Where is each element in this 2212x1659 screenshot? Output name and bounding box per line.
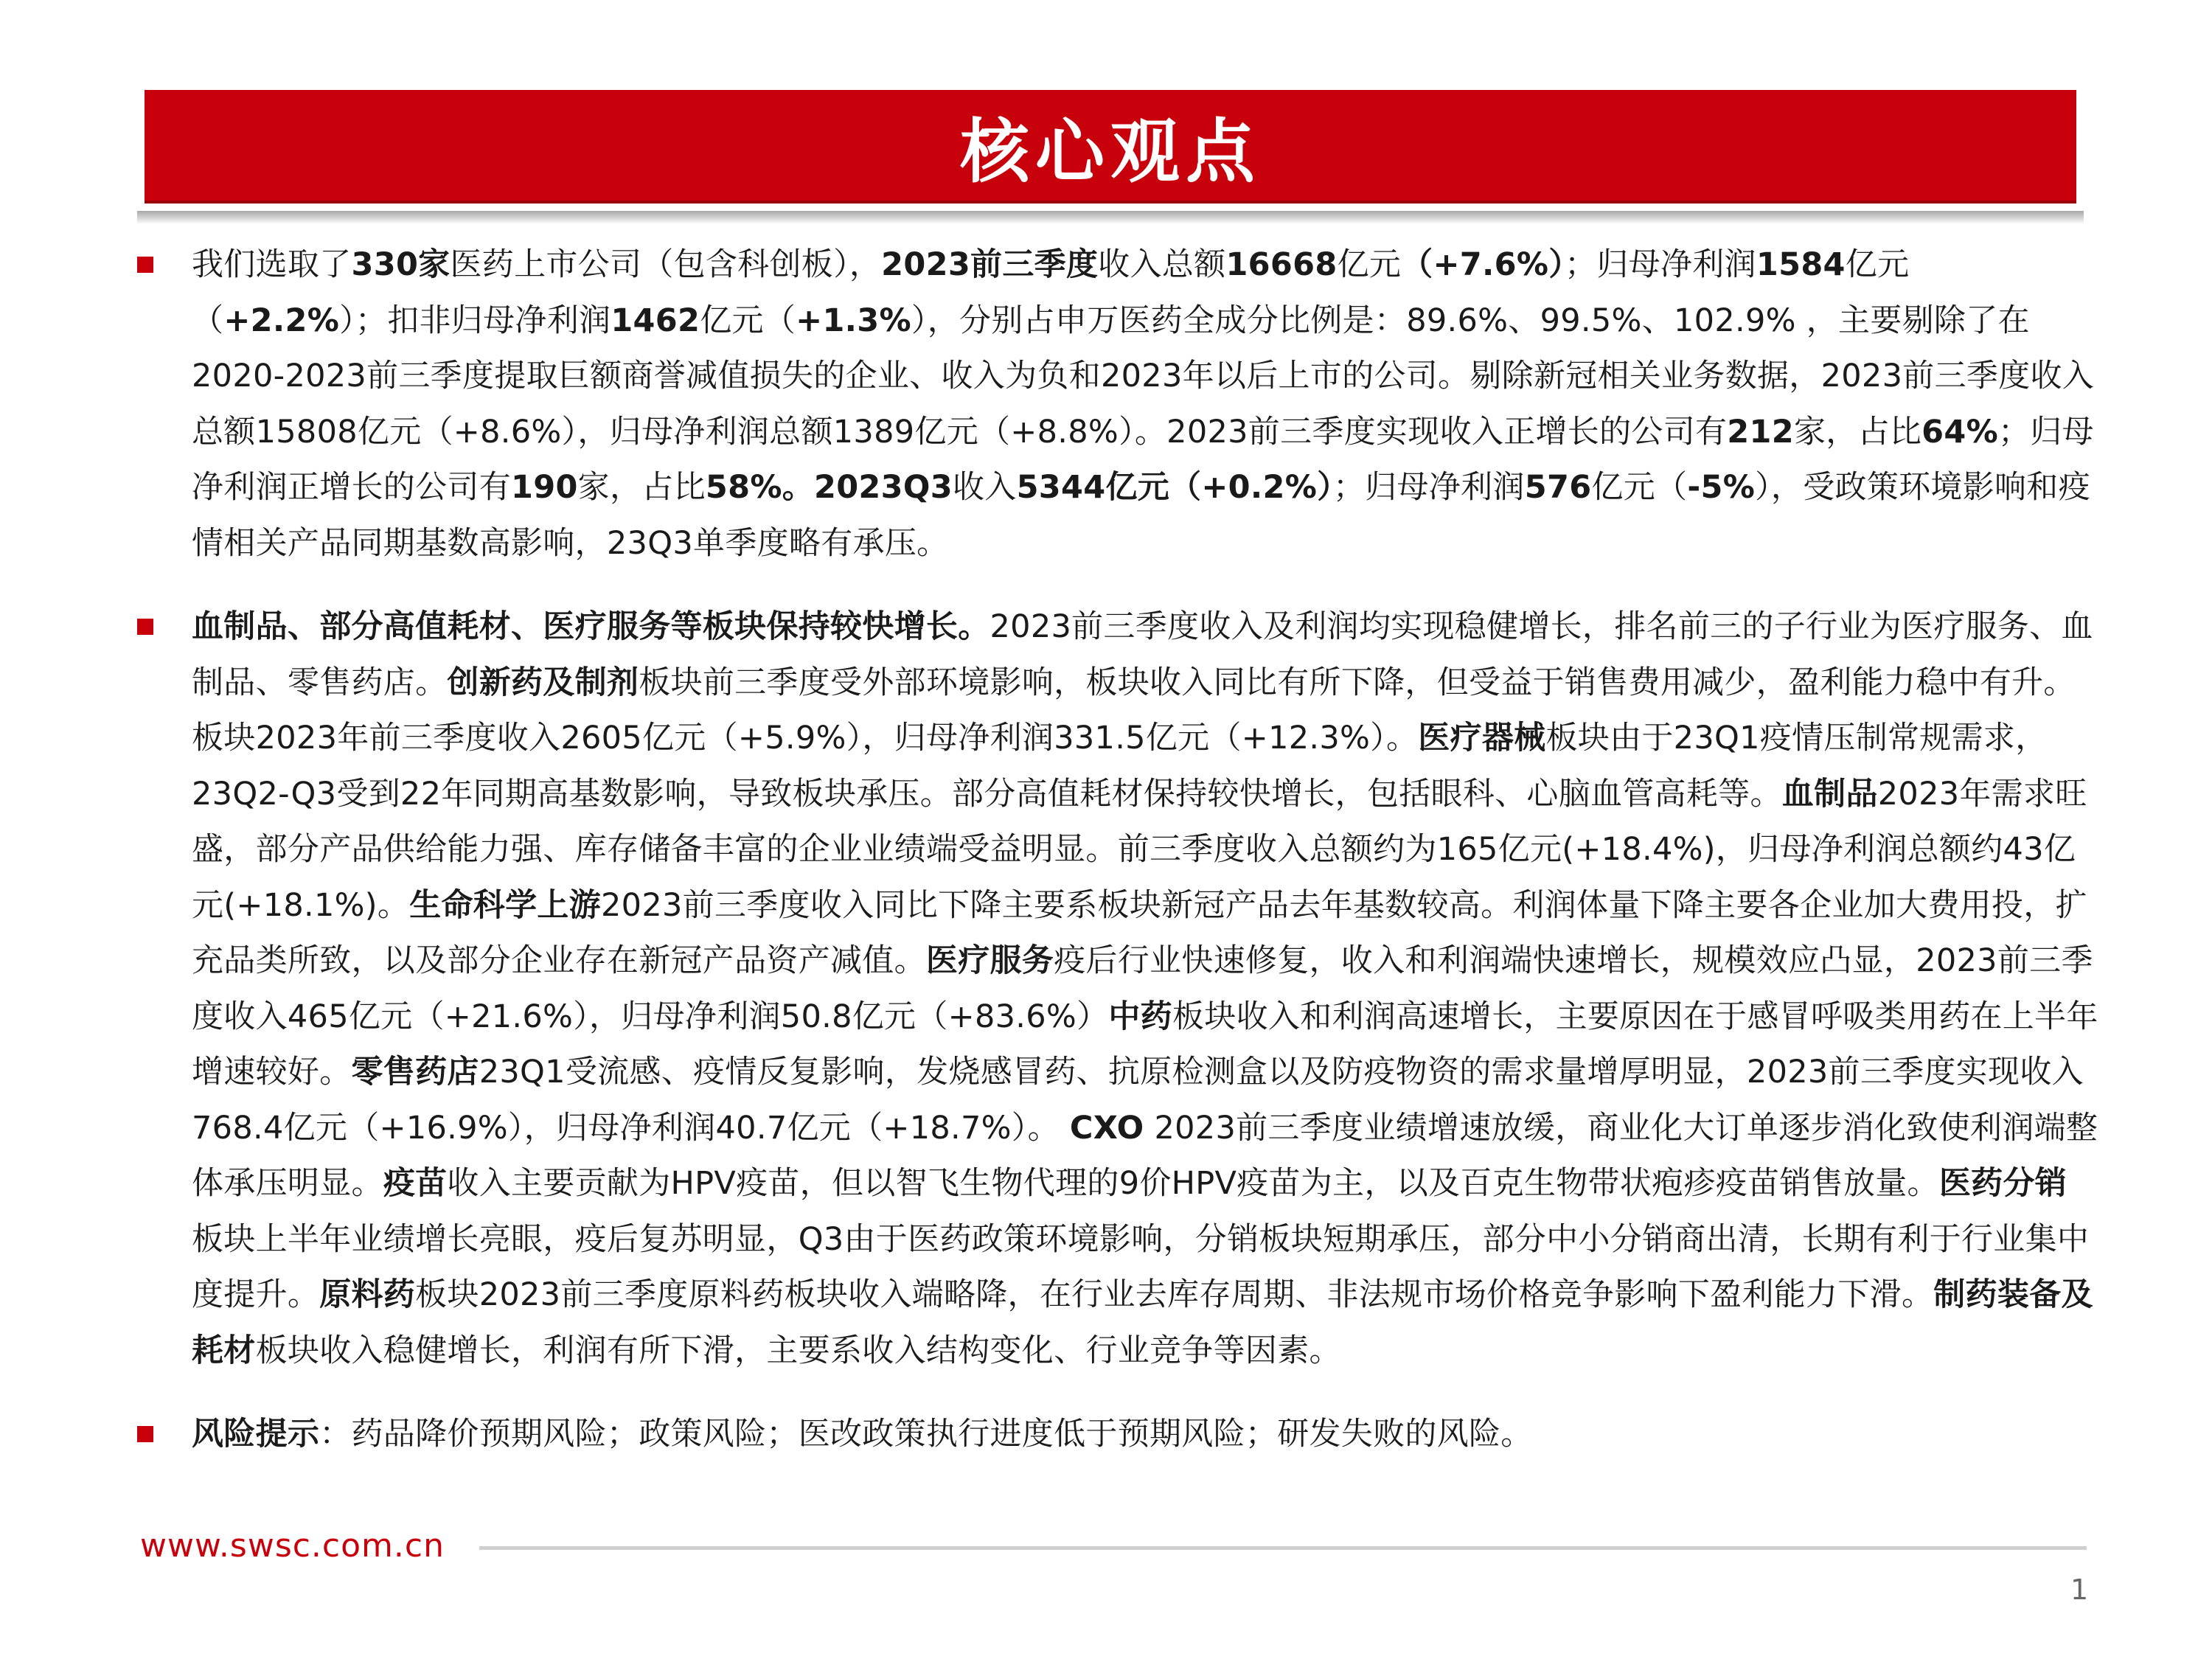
- text-segment: 板块2023前三季度原料药板块收入端略降，在行业去库存周期、非法规市场价格竞争影响下盈利能力下滑。: [415, 1276, 1934, 1313]
- bold-text-segment: 血制品: [1781, 775, 1878, 813]
- bold-text-segment: +1.3%: [796, 302, 911, 339]
- text-segment: 家，占比: [1793, 413, 1922, 451]
- text-segment: 疫后行业快速修复，收入和利润端快速增长，规模效应凸显，2023前三季度收入465亿元（+21.6%），归母净利润50.8亿元（+83.6%）: [192, 942, 2093, 1035]
- text-segment: 2023年需求旺盛，部分产品供给能力强、库存储备丰富的企业业绩端受益明显。前三季度收入总额约为165亿元(+18.4%)，归母净利润总额约43亿元(+18.1%)。: [192, 775, 2087, 924]
- bullet-paragraph: [192, 599, 2098, 1379]
- bullet-paragraph: [192, 1407, 2098, 1463]
- square-bullet-icon: [137, 619, 153, 635]
- bold-text-segment: 疫苗: [383, 1165, 448, 1202]
- text-segment: ；归母净利润正增长的公司有: [192, 413, 2094, 506]
- bullet-item-risks: [137, 1407, 2098, 1463]
- text-segment: 2023前三季度收入及利润均实现稳健增长，排名前三的子行业为医疗服务、血制品、零售药店。: [192, 608, 2093, 701]
- page-title: 核心观点: [959, 111, 1261, 192]
- text-segment: ）；扣非归母净利润: [339, 302, 611, 339]
- bold-text-segment: +2.2%: [223, 302, 340, 339]
- text-segment: 亿元（: [1591, 469, 1688, 506]
- bold-text-segment: 16668: [1225, 246, 1338, 283]
- key-points-list: [137, 237, 2098, 1463]
- bold-text-segment: 创新药及制剂: [447, 664, 639, 701]
- bold-text-segment: -5%: [1687, 469, 1756, 506]
- bold-text-segment: 2023前三季度: [881, 246, 1099, 283]
- bold-text-segment: 212: [1727, 413, 1794, 451]
- bullet-item-sectors: [137, 599, 2098, 1379]
- square-bullet-icon: [137, 257, 153, 273]
- bold-text-segment: 64%: [1921, 413, 1998, 451]
- text-segment: ），分别占申万医药全成分比例是：89.6%、99.5%、102.9% ，主要剔除了在2020-2023前三季度提取巨额商誉减值损失的企业、收入为负和2023年以后上市的公司。剔除新冠相关业务数据，2023前三季度收入总额15808亿元（+8.6%），归母净利润总额1389亿元（+8.8%）。2023前三季度实现收入正增长的公司有: [192, 302, 2095, 451]
- text-segment: ），受政策环境影响和疫情相关产品同期基数高影响，23Q3单季度略有承压。: [192, 469, 2090, 562]
- bullet-paragraph: [192, 237, 2098, 571]
- bold-text-segment: 576: [1524, 469, 1592, 506]
- text-segment: 亿元: [1337, 246, 1402, 283]
- square-bullet-icon: [137, 1426, 153, 1442]
- text-segment: 23Q1受流感、疫情反复影响，发烧感冒药、抗原检测盒以及防疫物资的需求量增厚明显，2023前三季度实现收入768.4亿元（+16.9%），归母净利润40.7亿元（+18.7%）。: [192, 1054, 2084, 1147]
- footer-divider: [479, 1546, 2087, 1550]
- bold-text-segment: 医疗服务: [925, 942, 1054, 979]
- bold-text-segment: 风险提示: [192, 1416, 320, 1453]
- text-segment: 板块收入和利润高速增长，主要原因在于感冒呼吸类用药在上半年增速较好。: [192, 998, 2098, 1091]
- text-segment: 2023前三季度收入同比下降主要系板块新冠产品去年基数较高。利润体量下降主要各企业加大费用投，扩充品类所致，以及部分企业存在新冠产品资产减值。: [192, 886, 2087, 979]
- text-segment: 收入总额: [1098, 246, 1226, 283]
- bold-text-segment: 5344亿元（+0.2%）: [1016, 469, 1333, 506]
- bold-text-segment: 医疗器械: [1418, 720, 1546, 757]
- text-segment: 家，占比: [577, 469, 706, 506]
- title-banner: [145, 90, 2076, 201]
- text-segment: 2023前三季度业绩增速放缓，商业化大订单逐步消化致使利润端整体承压明显。: [192, 1109, 2098, 1202]
- text-segment: ；归母净利润: [1332, 469, 1525, 506]
- text-segment: 亿元（: [700, 302, 796, 339]
- bold-text-segment: 58%。2023Q3: [705, 469, 953, 506]
- text-segment: ；归母净利润: [1565, 246, 1756, 283]
- bold-text-segment: 医药分销: [1938, 1165, 2067, 1202]
- bold-text-segment: 零售药店: [351, 1054, 479, 1091]
- bold-text-segment: 原料药: [319, 1276, 416, 1313]
- text-segment: 亿元（: [192, 246, 1910, 339]
- page-number: 1: [2070, 1573, 2089, 1606]
- footer-website-link[interactable]: www.swsc.com.cn: [140, 1527, 445, 1565]
- text-segment: 收入: [952, 469, 1017, 506]
- text-segment: ：药品降价预期风险；政策风险；医改政策执行进度低于预期风险；研发失败的风险。: [319, 1416, 1533, 1453]
- title-shadow-divider: [137, 211, 2084, 224]
- text-segment: 医药上市公司（包含科创板），: [450, 246, 882, 283]
- text-segment: 收入主要贡献为HPV疫苗，但以智飞生物代理的9价HPV疫苗为主，以及百克生物带状疱疹疫苗销售放量。: [447, 1165, 1939, 1202]
- text-segment: 我们选取了: [192, 246, 352, 283]
- bold-text-segment: 330家: [351, 246, 451, 283]
- bold-text-segment: 生命科学上游: [409, 886, 601, 924]
- bold-text-segment: CXO: [1069, 1109, 1144, 1147]
- bold-text-segment: 190: [511, 469, 578, 506]
- text-segment: 板块上半年业绩增长亮眼，疫后复苏明显，Q3由于医药政策环境影响，分销板块短期承压，部分中小分销商出清，长期有利于行业集中度提升。: [192, 1220, 2090, 1313]
- bold-text-segment: 制药装备及耗材: [192, 1276, 2093, 1369]
- bullet-item-overview: [137, 237, 2098, 571]
- bold-text-segment: 血制品、部分高值耗材、医疗服务等板块保持较快增长。: [192, 608, 990, 645]
- text-segment: 板块收入稳健增长，利润有所下滑，主要系收入结构变化、行业竞争等因素。: [255, 1332, 1341, 1369]
- bold-text-segment: （+7.6%）: [1401, 246, 1565, 283]
- bold-text-segment: 1462: [611, 302, 700, 339]
- text-segment: 板块由于23Q1疫情压制常规需求，23Q2-Q3受到22年同期高基数影响，导致板块承压。部分高值耗材保持较快增长，包括眼科、心脑血管高耗等。: [192, 720, 2048, 813]
- bold-text-segment: 1584: [1756, 246, 1846, 283]
- text-segment: 板块前三季度受外部环境影响，板块收入同比有所下降，但受益于销售费用减少，盈利能力稳中有升。板块2023年前三季度收入2605亿元（+5.9%），归母净利润331.5亿元（+12.3%）。: [192, 664, 2076, 757]
- bold-text-segment: 中药: [1108, 998, 1172, 1035]
